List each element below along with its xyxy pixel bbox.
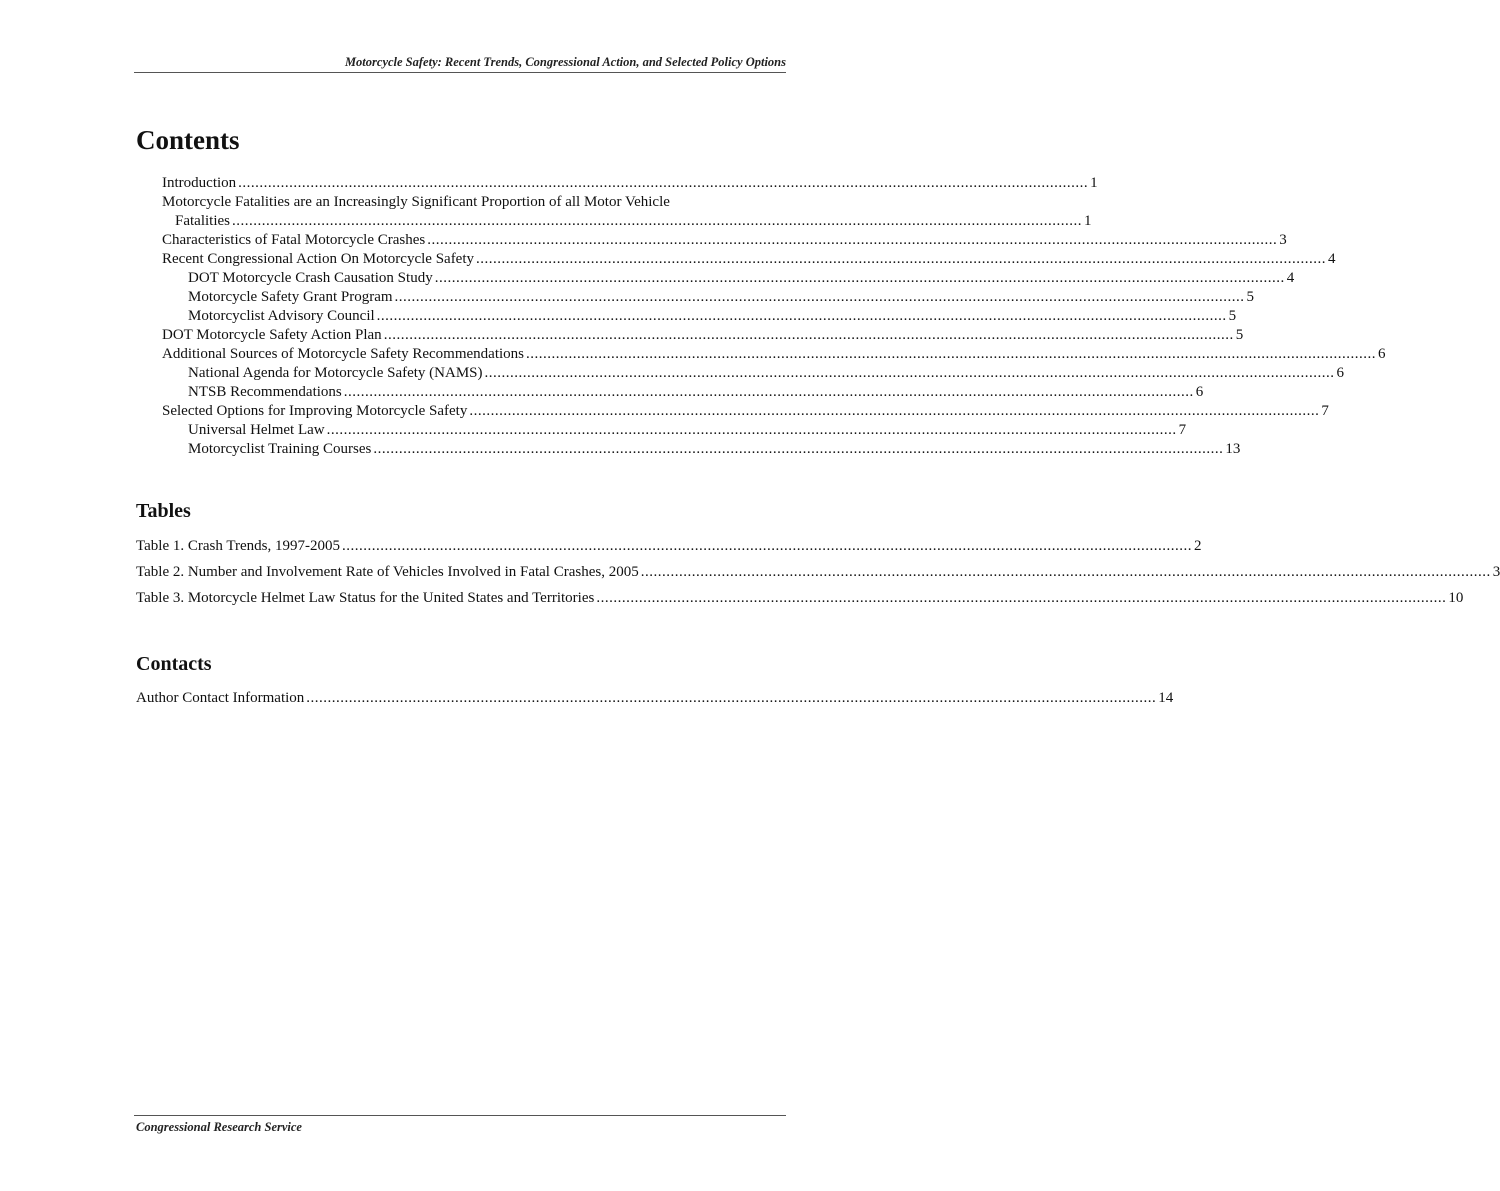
toc-entry-page: 6 — [1336, 365, 1345, 381]
dot-leader: ........................................................................................................................................................................................................ — [394, 289, 1245, 305]
toc-entry-selected-options[interactable] — [162, 402, 1329, 421]
contents-heading: Contents — [136, 125, 240, 155]
toc-entry-page: 7 — [1178, 422, 1187, 438]
toc-entry-page: 1 — [1090, 175, 1098, 191]
toc-entry-text: Characteristics of Fatal Motorcycle Crashes — [162, 232, 426, 248]
table-entry-text: Table 3. Motorcycle Helmet Law Status for the United States and Territories — [136, 590, 595, 606]
dot-leader: ........................................................................................................................................................................................................ — [306, 690, 1157, 706]
toc-entry-text: Motorcyclist Advisory Council — [188, 308, 375, 324]
footer-rule — [134, 1115, 786, 1116]
dot-leader: ........................................................................................................................................................................................................ — [434, 270, 1285, 286]
toc-entry-page: 5 — [1228, 308, 1237, 324]
toc-entry-text: Additional Sources of Motorcycle Safety Recommendations — [162, 346, 524, 362]
toc-entry-page: 4 — [1328, 251, 1336, 267]
table-entry-text: Table 2. Number and Involvement Rate of Vehicles Involved in Fatal Crashes, 2005 — [136, 564, 639, 580]
toc-entry-introduction[interactable] — [162, 174, 1098, 193]
table-entry-1[interactable] — [136, 537, 1202, 556]
dot-leader: ........................................................................................................................................................................................................ — [640, 564, 1491, 580]
dot-leader: ........................................................................................................................................................................................................ — [326, 422, 1177, 438]
toc-entry-page: 4 — [1286, 270, 1295, 286]
contact-entry-text: Author Contact Information — [136, 690, 305, 706]
toc-entry-page: 6 — [1195, 384, 1204, 400]
toc-entry-text: Introduction — [162, 175, 237, 191]
toc-entry-text: NTSB Recommendations — [188, 384, 342, 400]
toc-entry-text: National Agenda for Motorcycle Safety (NAMS) — [188, 365, 483, 381]
dot-leader: ........................................................................................................................................................................................................ — [476, 251, 1327, 267]
header-rule — [134, 72, 786, 73]
tables-heading: Tables — [136, 500, 191, 522]
toc-entry-text: Motorcycle Safety Grant Program — [188, 289, 393, 305]
table-entry-page: 3 — [1492, 564, 1500, 580]
dot-leader: ........................................................................................................................................................................................................ — [341, 538, 1192, 554]
dot-leader: ........................................................................................................................................................................................................ — [383, 327, 1234, 343]
toc-entry-page: 6 — [1378, 346, 1386, 362]
dot-leader: ........................................................................................................................................................................................................ — [526, 346, 1376, 362]
toc-entry-grant-program[interactable] — [188, 288, 1255, 307]
dot-leader: ........................................................................................................................................................................................................ — [484, 365, 1335, 381]
toc-entry-text: DOT Motorcycle Crash Causation Study — [188, 270, 433, 286]
toc-entry-text: Recent Congressional Action On Motorcycle Safety — [162, 251, 475, 267]
dot-leader: ........................................................................................................................................................................................................ — [232, 213, 1082, 229]
toc-entry-text: Universal Helmet Law — [188, 422, 325, 438]
table-entry-page: 2 — [1193, 538, 1202, 554]
table-entry-page: 10 — [1448, 590, 1464, 606]
contacts-heading: Contacts — [136, 653, 212, 675]
dot-leader: ........................................................................................................................................................................................................ — [596, 590, 1447, 606]
toc-entry-text: Selected Options for Improving Motorcycle Safety — [162, 403, 468, 419]
dot-leader: ........................................................................................................................................................................................................ — [238, 175, 1089, 191]
toc-entry-page: 13 — [1225, 441, 1241, 457]
toc-entry-training-courses[interactable] — [188, 440, 1241, 459]
toc-entry-text-continued: Fatalities — [175, 213, 230, 229]
toc-entry-additional-sources[interactable] — [162, 345, 1386, 364]
toc-entry-page: 1 — [1084, 213, 1092, 229]
toc-entry-advisory-council[interactable] — [188, 307, 1237, 326]
contact-entry-author[interactable] — [136, 689, 1174, 708]
toc-entry-crash-causation-study[interactable] — [188, 269, 1295, 288]
table-entry-3[interactable] — [136, 589, 1464, 608]
toc-entry-congressional-action[interactable] — [162, 250, 1336, 269]
table-entry-2[interactable] — [136, 563, 1500, 582]
toc-entry-page: 5 — [1235, 327, 1244, 343]
toc-entry-characteristics[interactable] — [162, 231, 1287, 250]
toc-entry-action-plan[interactable] — [162, 326, 1244, 345]
toc-entry-text: Motorcyclist Training Courses — [188, 441, 372, 457]
toc-entry-helmet-law[interactable] — [188, 421, 1187, 440]
toc-entry-text: Motorcycle Fatalities are an Increasingly Significant Proportion of all Motor Vehicle — [162, 194, 670, 210]
running-header: Motorcycle Safety: Recent Trends, Congressional Action, and Selected Policy Options — [344, 55, 786, 69]
toc-entry-page: 5 — [1246, 289, 1255, 305]
toc-entry-page: 3 — [1279, 232, 1287, 248]
running-footer: Congressional Research Service — [136, 1120, 302, 1134]
toc-entry-nams[interactable] — [188, 364, 1345, 383]
toc-entry-page: 7 — [1321, 403, 1329, 419]
toc-entry-ntsb[interactable] — [188, 383, 1204, 402]
dot-leader: ........................................................................................................................................................................................................ — [343, 384, 1194, 400]
toc-entry-motorcycle-fatalities[interactable] — [162, 193, 1092, 231]
table-entry-text: Table 1. Crash Trends, 1997-2005 — [136, 538, 340, 554]
dot-leader: ........................................................................................................................................................................................................ — [469, 403, 1320, 419]
dot-leader: ........................................................................................................................................................................................................ — [376, 308, 1227, 324]
contact-entry-page: 14 — [1158, 690, 1174, 706]
dot-leader: ........................................................................................................................................................................................................ — [427, 232, 1278, 248]
toc-entry-text: DOT Motorcycle Safety Action Plan — [162, 327, 382, 343]
dot-leader: ........................................................................................................................................................................................................ — [373, 441, 1224, 457]
